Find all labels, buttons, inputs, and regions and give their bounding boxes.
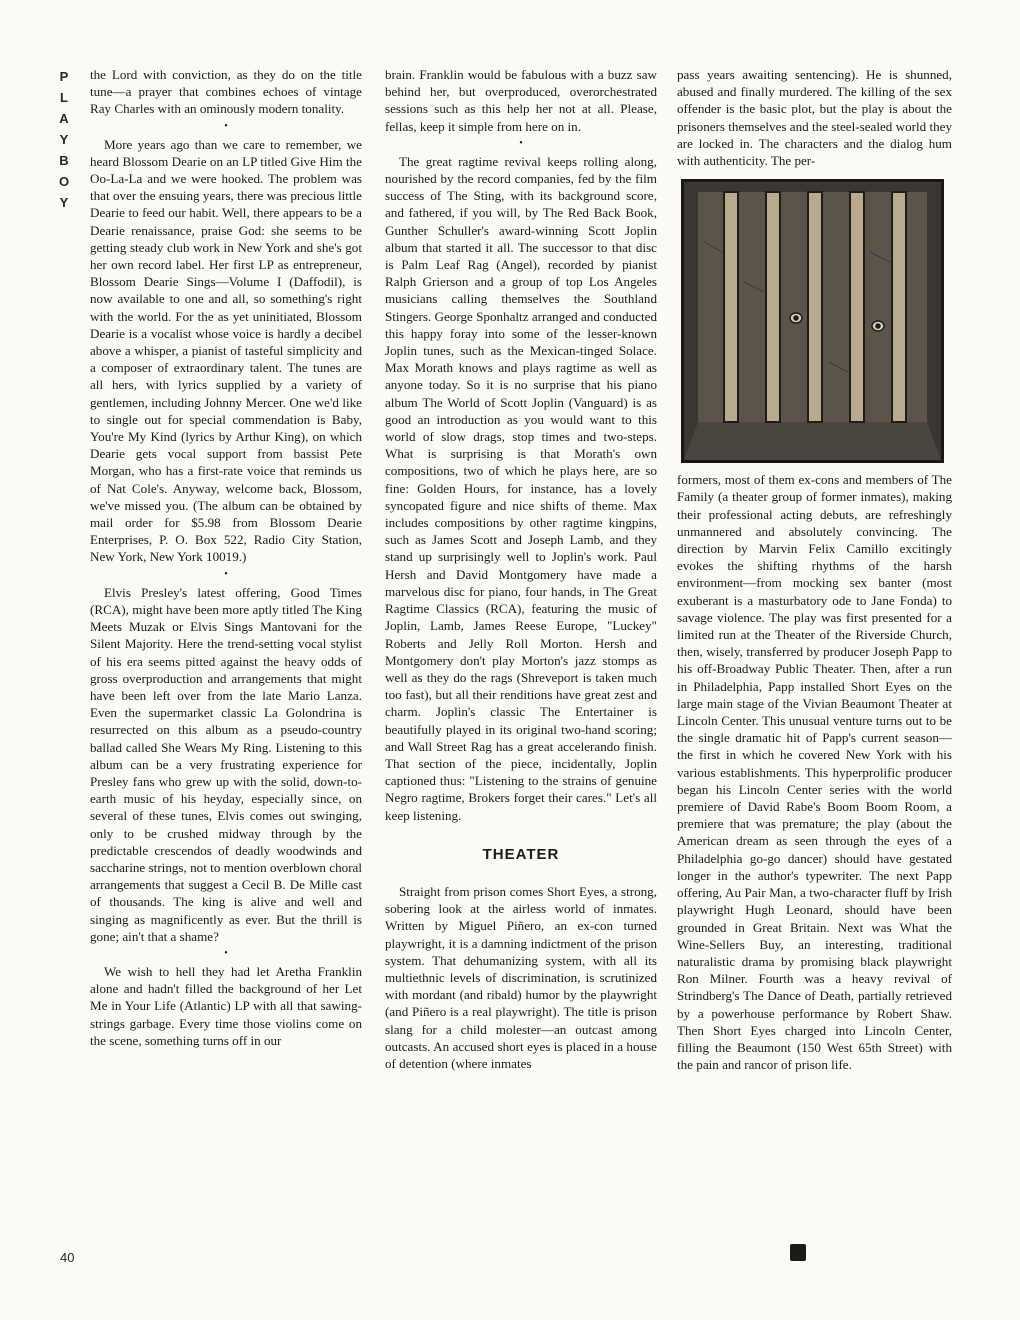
page-number: 40 (60, 1250, 75, 1265)
bullet-separator: • (224, 947, 228, 959)
masthead-letter: A (59, 111, 69, 126)
paragraph: Straight from prison comes Short Eyes, a strong, sobering look at the airless world of inmates. Written by Miguel Piñero, an ex-con turned playwright, it is a damning indictment of the prison system. That dehumanizing system, with all its multiethnic levels of discrimination, is scrutinized with mordant (and ribald) humor by the playwright (and Piñero is a real playwright). The title is prison slang for a child molester—an outcast among outcasts. An accused short eyes is placed in a house of detention (where inmates (385, 883, 657, 1071)
column-1 (90, 66, 362, 1049)
masthead-letter: P (59, 69, 69, 84)
masthead-letter: Y (59, 132, 69, 147)
paragraph: brain. Franklin would be fabulous with a buzz saw behind her, but overproduced, overorchestrated sessions such as this help her not at all. Please, fellas, keep it simple from here on in. (385, 67, 657, 134)
paragraph: We wish to hell they had let Aretha Franklin alone and hadn't filled the background of her Let Me in Your Life (Atlantic) LP with all that sawing-strings garbage. Every time those violins come on the scene, something turns off in our (90, 963, 362, 1048)
paragraph: More years ago than we care to remember, we heard Blossom Dearie on an LP titled Give Him the Oo-La-La and we were hooked. The problem was that over the ensuing years, there was precious little Dearie to feed our habit. Well, there appears to be a Dearie renaissance, praise God: she seems to be getting steady club work in New York and she's got her own record label. Her first LP as entrepreneur, Blossom Dearie Sings—Volume I (Daffodil), is now available to one and all, so something's right with the world. For the as yet uninitiated, Blossom Dearie is a vocalist whose voice is hardly a decibel above a whisper, a pianist of tasteful simplicity and a composer of extraordinary talent. The tunes are all hers, with lyrics supplied by a variety of gentlemen, including Johnny Mercer. One we'd like to single out for special commendation is Baby, You're My Kind (lyrics by Arthur King), on which Dearie gets vocal support from bassist Pete Morgan, who has a first-rate voice that reminds us of Nat Cole's. Anyway, welcome back, Blossom, we've missed you. (The album can be obtained by mail order for $5.98 from Blossom Dearie Enterprises, P. O. Box 522, Radio City Station, New York, New York 10019.) (90, 136, 362, 565)
bullet-separator: • (224, 120, 228, 132)
bullet-separator: • (519, 137, 523, 149)
prison-bars-illustration (681, 179, 944, 463)
prison-bars-drawing (684, 182, 941, 460)
paragraph: The great ragtime revival keeps rolling along, nourished by the record companies, fed by the film success of The Sting, with its background score, and fathered, if you will, by The Red Back Book, Gunther Schuller's award-winning Scott Joplin album that started it all. The successor to that disc is Palm Leaf Rag (Angel), recorded by pianist Ralph Grierson and a group of top Los Angeles musicians calling themselves the Southland Stingers. George Sponhaltz arranged and conducted this happy foray into some of the lesser-known Joplin tunes, such as the Mexican-tinged Solace. Max Morath knows and plays ragtime as well as anyone today. So it is no surprise that his piano album The World of Scott Joplin (Vanguard) is as good an introduction as you would want to this world of slow drags, stop times and two-steps. What is surprising is that Morath's own compositions, two of which he plays here, are so fine: Golden Hours, for instance, has a lovely syncopated figure and nice shifts of theme. Max includes compositions by other ragtime kingpins, such as James Scott and Joseph Lamb, and they stand up surprisingly well to Joplin's work. Paul Hersh and David Montgomery have made a marvelous disc for piano, four hands, in The Great Ragtime Classics (RCA), featuring the music of Joplin, Lamb, James Reese Europe, "Luckey" Roberts and Jelly Roll Morton. Hersh and Montgomery don't play Morton's jazz stomps as well as they do the rags (Shreveport is taken much too fast), but all their renditions have great zest and charm. Joplin's classic The Entertainer is beautifully played in its original two-hand scoring; and Wall Street Rag has a great accelerando finish. That section of the piece, incidentally, Joplin captioned thus: "Listening to the strains of genuine Negro ragtime, Brokers forget their cares." Let's all keep listening. (385, 153, 657, 823)
masthead-letter: B (59, 153, 69, 168)
paragraph: formers, most of them ex-cons and members of The Family (a theater group of former inmates), making their professional acting debuts, are refreshingly unmannered and absolutely convincing. The direction by Marvin Felix Camillo excitingly evokes the shifting rhythms of the harsh environment—from mocking sex banter (most exuberant is a masturbatory ode to Jane Fonda) to savage violence. The play was first presented for a limited run at the Theater of the Riverside Church, then, wisely, transferred by producer Joseph Papp to his off-Broadway Public Theater. Then, after a run in Philadelphia, Papp installed Short Eyes on the large main stage of the Vivian Beaumont Theater at Lincoln Center. This unusual venture turns out to be the single dramatic hit of Papp's current season—the first in which he covered New York with his various establishments. This hyperprolific producer began his Lincoln Center series with the world premiere of David Rabe's Boom Boom Room, a premiere that was premature; the play (about the American dream as seen through the eyes of a Philadelphia go-go dancer) should have gestated longer in the author's typewriter. The next Papp offering, Au Pair Man, a two-character fluff by Irish playwright Hugh Leonard, should have been grounded in Great Britain. Next was What the Wine-Sellers Buy, an interesting, traditional naturalistic drama by promising black playwright Ron Milner. Fourth was a heavy revival of Strindberg's The Dance of Death, partially retrieved by a powerhouse performance by Robert Shaw. Then Short Eyes charged into Lincoln Center, filling the Beaumont (150 West 65th Street) with the pain and rancor of prison life. (677, 472, 952, 1073)
section-heading-theater: THEATER (482, 845, 560, 863)
bullet-separator: • (224, 568, 228, 580)
column-2 (385, 66, 657, 1072)
masthead-letter: O (58, 174, 70, 189)
column-3 (677, 66, 952, 1073)
masthead-letter: Y (59, 195, 69, 210)
masthead-letter: L (60, 90, 68, 105)
paragraph: the Lord with conviction, as they do on the title tune—a prayer that combines echoes of vintage Ray Charles with an ominously modern tonality. (90, 67, 362, 117)
paragraph: pass years awaiting sentencing). He is shunned, abused and finally murdered. The killing of the sex offender is the basic plot, but the play is about the prisoners themselves and the steel-sealed world they are locked in. The characters and the dialog hum with authenticity. The per- (677, 67, 952, 169)
rabbit-head-end-mark-icon (790, 1244, 806, 1261)
paragraph: Elvis Presley's latest offering, Good Times (RCA), might have been more aptly titled The King Meets Muzak or Elvis Sings Mantovani for the Silent Majority. Here the trend-setting vocal stylist of his era seems pitted against the heavy odds of gross overproduction and arrangements that might have been left over from the late Mario Lanza. Even the supermarket classic La Golondrina is resurrected on this album as a pseudo-country ballad called She Wears My Ring. Listening to this album can be a very frustrating experience for Presley fans who grew up with the solid, down-to-earth music of his heyday, especially since, on several of these tunes, Elvis comes out swinging, only to be crushed midway through by the predictable crescendos of deadly woodwinds and saccharine strings, not to mention overblown choral arrangements that suggest a Cecil B. De Mille cast of thousands. The king is alive and well and singing as magnificently as ever. But the thrill is gone; ain't that a shame? (90, 584, 362, 944)
playboy-masthead-vertical (52, 66, 76, 213)
